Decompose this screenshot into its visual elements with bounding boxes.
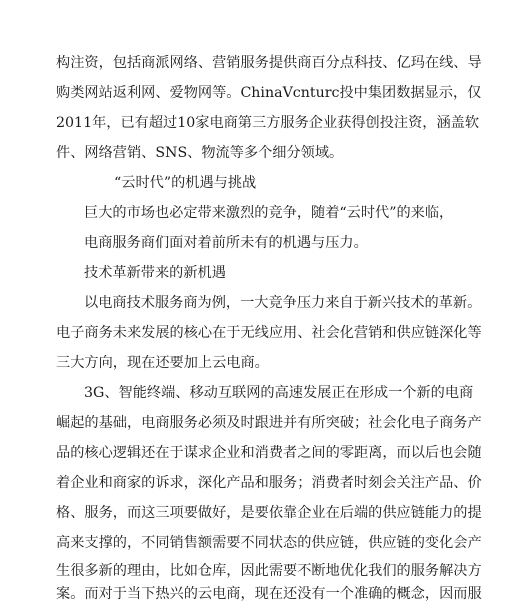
para-2-line-1: 巨大的市场也必定带来激烈的竞争，随着“云时代”的来临， [84, 205, 454, 221]
section-heading-tech-innovation: 技术革新带来的新机遇 [84, 265, 226, 281]
para-1-line-2: 购类网站返利网、爱物网等。ChinaVcnturc投中集团数据显示，仅 [56, 85, 482, 101]
para-4-line-3: 品的核心逻辑还在于谋求企业和消费者之间的零距离，而以后也会随 [56, 445, 482, 461]
para-1-line-4: 件、网络营销、SNS、物流等多个细分领域。 [56, 145, 344, 161]
para-1-line-3: 2011年，已有超过10家电商第三方服务企业获得创投注资，涵盖软 [56, 115, 480, 131]
para-4-line-4: 着企业和商家的诉求，深化产品和服务；消费者时刻会关注产品、价 [56, 475, 482, 491]
para-3-line-3: 三大方向，现在还要加上云电商。 [56, 355, 269, 371]
para-2-line-2: 电商服务商们面对着前所未有的机遇与压力。 [84, 235, 368, 251]
section-heading-cloud-era: “云时代”的机遇与挑战 [114, 175, 257, 191]
para-4-line-8: 案。而对于当下热兴的云电商，现在还没有一个准确的概念，因而服 [56, 586, 482, 602]
para-4-line-1: 3G、智能终端、移动互联网的高速发展正在形成一个新的电商 [84, 385, 474, 401]
para-3-line-1: 以电商技术服务商为例，一大竞争压力来自于新兴技术的革新。 [84, 295, 482, 311]
para-4-line-2: 崛起的基础，电商服务必须及时跟进并有所突破；社会化电子商务产 [56, 415, 482, 431]
para-3-line-2: 电子商务未来发展的核心在于无线应用、社会化营销和供应链深化等 [56, 325, 482, 341]
para-1-line-1: 构注资，包括商派网络、营销服务提供商百分点科技、亿玛在线、导 [56, 55, 482, 71]
para-4-line-5: 格、服务，而这三项要做好，是要依靠企业在后端的供应链能力的提 [56, 505, 482, 521]
para-4-line-6: 高来支撑的，不同销售额需要不同状态的供应链，供应链的变化会产 [56, 535, 482, 551]
para-4-line-7: 生很多新的理由，比如仓库，因此需要不断地优化我们的服务解决方 [56, 563, 482, 579]
